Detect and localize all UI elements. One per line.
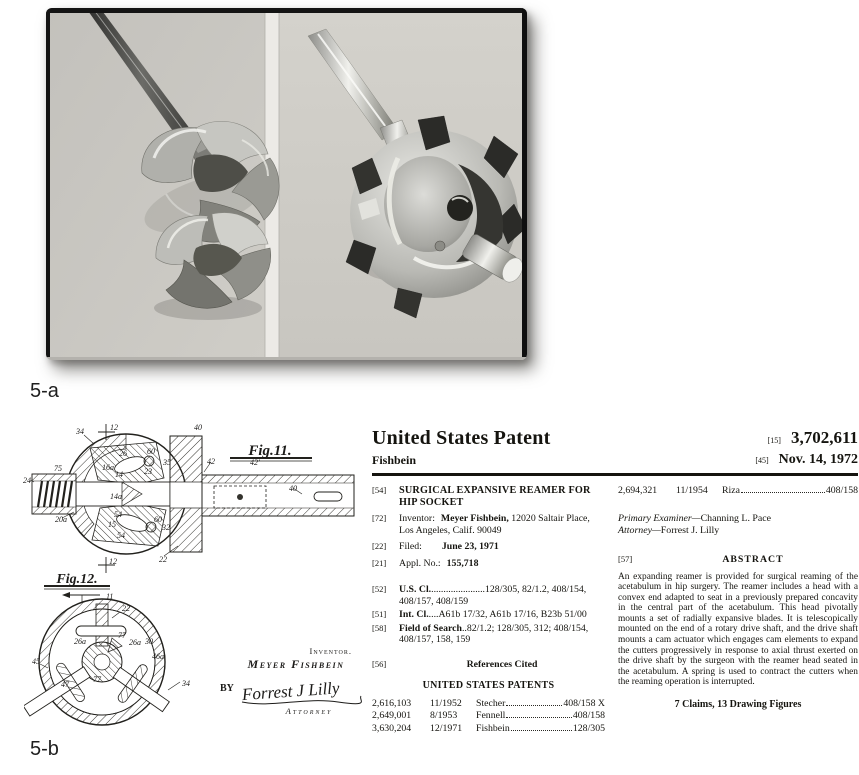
claims-line: 7 Claims, 13 Drawing Figures xyxy=(674,699,802,711)
svg-text:14a: 14a xyxy=(110,492,122,501)
filed-date: June 23, 1971 xyxy=(441,541,499,552)
field-tag: [22] xyxy=(372,541,387,551)
examiner-block xyxy=(618,513,858,538)
reference-row xyxy=(618,485,858,498)
svg-text:26a: 26a xyxy=(74,637,86,646)
attorney-caption: Attorney xyxy=(285,706,333,716)
field-int-cl xyxy=(372,609,605,621)
svg-text:20a: 20a xyxy=(55,515,67,524)
abstract-tag: [57] xyxy=(618,553,633,564)
inventor-caption: Inventor. xyxy=(309,646,352,656)
by-label: BY xyxy=(220,683,234,694)
figure-label-5a: 5-a xyxy=(30,380,59,402)
field-label: Appl. No.: xyxy=(399,557,441,569)
ref-date: 8/1953 xyxy=(430,710,458,721)
svg-text:60: 60 xyxy=(154,515,162,524)
patent-left-column xyxy=(372,485,605,735)
svg-text:46a: 46a xyxy=(152,652,164,661)
patent-fig11 xyxy=(18,418,363,578)
svg-text:16a: 16a xyxy=(102,463,114,472)
dot-leader xyxy=(511,730,572,731)
ref-date: 11/1954 xyxy=(676,485,708,496)
reference-row xyxy=(372,698,605,711)
patent-right-column xyxy=(618,485,858,735)
field-tag: [51] xyxy=(372,609,387,619)
svg-text:26a: 26a xyxy=(129,638,141,647)
patent-document xyxy=(372,427,858,735)
examiner-label: Primary Examiner— xyxy=(618,512,701,524)
abstract-text: An expanding reamer is provided for surgical reaming of the acetabulum in hip surgery. The reamer includes a head with a convex end adapted to seat in a previously prepared concavity in the central part of the acetabulum. This head pivotally mounts a set of radially expansive blades. It is telescopically mounted on the end of a rotary drive shaft, and the drive shaft mounts a cam actuator which engages cam elements to expand the cutters progressively in response to axial thrust exerted on the drive shaft by the surgeon with the reamer head seated in the acetabulum. A spring is used to contract the cutters when the reaming operation is interrupted. xyxy=(618,571,858,688)
ref-date: 11/1952 xyxy=(430,697,462,709)
patent-title: United States Patent xyxy=(372,427,551,449)
field-title xyxy=(372,485,605,508)
dot-leader xyxy=(506,705,562,706)
ref-class: 128/305 xyxy=(572,722,605,734)
reamer-photo-art xyxy=(46,8,527,360)
svg-text:35: 35 xyxy=(163,458,171,467)
svg-text:22: 22 xyxy=(122,604,130,613)
dot-leader xyxy=(741,492,825,493)
ref-name: Stecher xyxy=(476,697,506,709)
references-heading-row xyxy=(372,659,605,670)
references-heading: References Cited xyxy=(466,658,538,670)
signature-text: Forrest J Lilly xyxy=(241,678,340,705)
attorney-name: Forrest J. Lilly xyxy=(660,525,720,536)
dot-leader xyxy=(506,717,571,718)
header-rule xyxy=(372,473,858,476)
svg-text:54: 54 xyxy=(114,510,122,519)
svg-text:23: 23 xyxy=(144,467,152,476)
reference-row xyxy=(372,710,605,723)
inventor-name: Meyer Fishbein xyxy=(247,657,345,671)
reamer-photograph xyxy=(46,8,527,360)
inventor-address: 12020 Saltair Place, Los Angeles, Calif. 90049 xyxy=(399,513,590,536)
svg-text:42: 42 xyxy=(207,457,215,466)
field-tag: [21] xyxy=(372,557,387,568)
field-label: Int. Cl. xyxy=(399,609,429,620)
field-appl-no xyxy=(372,558,605,570)
ref-number: 3,630,204 xyxy=(372,722,412,734)
ref-name: Fennell xyxy=(476,710,506,721)
search-value: ..82/1.2; 128/305, 312; 408/154, 408/157, 158, 159 xyxy=(399,622,589,645)
ref-number: 2,616,103 xyxy=(372,697,412,709)
svg-text:34: 34 xyxy=(76,427,84,436)
field-label: U.S. Cl. xyxy=(399,584,432,595)
fig11-drawing xyxy=(30,424,354,573)
svg-text:14: 14 xyxy=(115,470,123,479)
examiner-name: Channing L. Pace xyxy=(700,512,772,524)
svg-text:34: 34 xyxy=(182,679,190,688)
ref-number: 2,649,001 xyxy=(372,710,412,721)
fig12-caption: Fig.12. xyxy=(56,572,98,587)
figure-label-5b: 5-b xyxy=(30,738,59,760)
attorney-label: Attorney— xyxy=(618,525,661,536)
patent-fig12 xyxy=(24,568,209,736)
field-us-cl xyxy=(372,584,605,607)
ref-class: 408/158 xyxy=(825,485,858,496)
svg-text:12: 12 xyxy=(109,557,117,566)
field-tag: [52] xyxy=(372,584,387,594)
field-tag: [54] xyxy=(372,485,387,495)
abstract-heading-row xyxy=(618,554,858,565)
ref-class: 408/158 xyxy=(572,710,605,721)
field-label: Inventor: xyxy=(399,513,435,524)
ref-name: Riza xyxy=(722,485,740,496)
ref-number: 2,694,321 xyxy=(618,485,658,496)
svg-text:40: 40 xyxy=(194,423,202,432)
ref-name: Fishbein xyxy=(476,722,510,734)
field-label: Filed: xyxy=(399,541,422,552)
reference-row xyxy=(372,723,605,736)
svg-text:24: 24 xyxy=(23,476,31,485)
svg-text:54: 54 xyxy=(117,531,125,540)
svg-text:45: 45 xyxy=(32,657,40,666)
svg-text:15: 15 xyxy=(108,520,116,529)
int-cl-value: ....A61b 17/32, A61b 17/16, B23b 51/00 xyxy=(428,609,587,620)
field-tag: [58] xyxy=(372,622,387,633)
us-cl-value: ......................128/305, 82/1.2, 408/154, 408/157, 408/159 xyxy=(399,584,587,607)
field-tag: [72] xyxy=(372,513,387,523)
svg-text:32: 32 xyxy=(162,523,170,532)
patent-date: Nov. 14, 1972 xyxy=(778,452,858,467)
svg-text:77: 77 xyxy=(118,631,126,640)
field-inventor xyxy=(372,513,605,536)
patent-date-tag: [45] xyxy=(755,456,769,465)
field-search xyxy=(372,623,605,646)
us-patents-subheading: UNITED STATES PATENTS xyxy=(422,679,555,691)
fig11-caption: Fig.11. xyxy=(248,443,292,459)
svg-text:22: 22 xyxy=(159,555,167,564)
svg-text:11: 11 xyxy=(106,592,114,601)
svg-text:42': 42' xyxy=(250,458,260,467)
inventor-signature-block xyxy=(220,646,372,716)
svg-text:12: 12 xyxy=(110,423,118,432)
patent-number-tag: [15] xyxy=(767,436,781,445)
patent-number: 3,702,611 xyxy=(790,428,858,447)
ref-date: 12/1971 xyxy=(430,722,463,734)
svg-text:75: 75 xyxy=(54,464,62,473)
patent-header xyxy=(372,427,858,468)
ref-class: 408/158 X xyxy=(563,697,605,709)
invention-title: SURGICAL EXPANSIVE REAMER FOR HIP SOCKET xyxy=(399,485,591,508)
abstract-heading: ABSTRACT xyxy=(722,553,784,565)
patent-author: Fishbein xyxy=(372,453,417,467)
references-tag: [56] xyxy=(372,658,387,669)
svg-text:47: 47 xyxy=(61,680,69,689)
attorney-signature xyxy=(238,675,364,709)
svg-text:26: 26 xyxy=(119,449,127,458)
inventor-bold: Meyer Fishbein, xyxy=(440,513,509,524)
svg-text:40: 40 xyxy=(289,484,297,493)
field-filed xyxy=(372,541,605,553)
appl-number: 155,718 xyxy=(446,557,479,569)
svg-text:77: 77 xyxy=(93,675,101,684)
field-label: Field of Search xyxy=(399,622,462,634)
svg-text:30: 30 xyxy=(145,637,153,646)
svg-text:60: 60 xyxy=(147,447,155,456)
